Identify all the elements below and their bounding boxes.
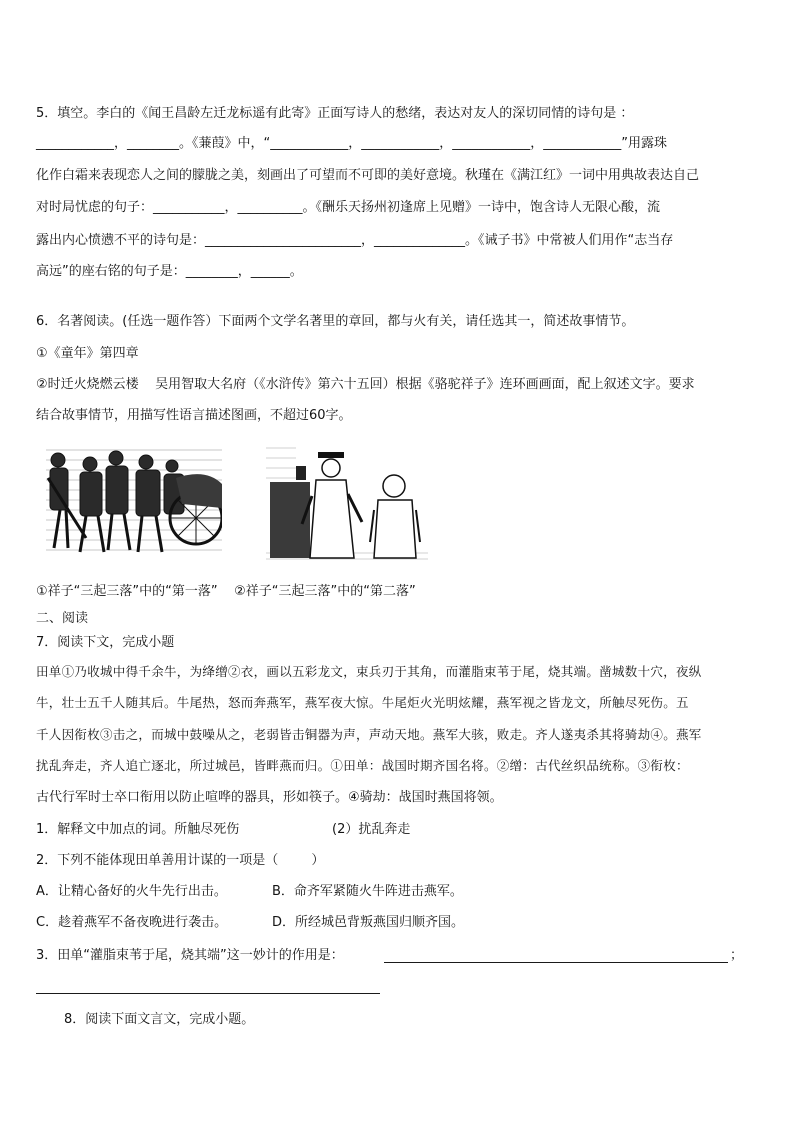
q7-option-a: A．让精心备好的火牛先行出击。 bbox=[36, 884, 227, 899]
q7-sub1-prompt: 1．解释文中加点的词。所触尽死伤 bbox=[36, 822, 240, 837]
q7-sub3-answer-line-2 bbox=[36, 993, 380, 994]
q7-sub1-item2: (2）扰乱奔走 bbox=[332, 822, 411, 837]
illustration-caption: ①祥子“三起三落”中的“第一落” ②祥子“三起三落”中的“第二落” bbox=[36, 584, 416, 599]
two-men-drawing bbox=[266, 438, 428, 564]
q7-sub3-answer-line-1 bbox=[384, 962, 728, 963]
q5-line-1: 5．填空。李白的《闻王昌龄左迁龙标遥有此寄》正面写诗人的愁绪，表达对友人的深切同情的诗句是 ： bbox=[36, 106, 634, 121]
q7-option-b: B．命齐军紧随火牛阵进击燕军。 bbox=[272, 884, 463, 899]
q7-passage-line-3: 千人因衔枚③击之，而城中鼓噪从之，老弱皆击铜器为声，声动天地。燕军大骇，败走。齐人遂夷杀其将骑劫④。燕军 bbox=[36, 727, 702, 742]
q7-title: 7．阅读下文，完成小题 bbox=[36, 635, 175, 650]
q7-sub3-semicolon: ； bbox=[730, 948, 744, 963]
q5-line-3: 化作白霜来表现恋人之间的朦胧之美，刻画出了可望而不可即的美好意境。秋瑾在《满江红》一词中用典故表达自己 bbox=[36, 168, 700, 183]
q7-passage-line-1: 田单①乃收城中得千余牛，为绛缯②衣，画以五彩龙文，束兵刃于其角，而灌脂束苇于尾，烧其端。凿城数十穴，夜纵 bbox=[36, 664, 702, 679]
q7-passage-notes: 古代行军时士卒口衔用以防止喧哗的器具，形如筷子。④骑劫：战国时燕国将领。 bbox=[36, 790, 503, 805]
q7-option-d: D．所经城邑背叛燕国归顺齐国。 bbox=[272, 915, 465, 930]
q5-line-6: 高远”的座右铭的句子是：________，______。 bbox=[36, 264, 303, 279]
q7-passage-line-4: 扰乱奔走，齐人追亡逐北，所过城邑，皆畔燕而归。①田单：战国时期齐国名将。②缯：古代丝织品统称。③衔枚： bbox=[36, 758, 689, 773]
section-heading-reading: 二、阅读 bbox=[36, 611, 89, 626]
q6-line-1: 6．名著阅读。(任选一题作答）下面两个文学名著里的章回，都与火有关，请任选其一，简述故事情节。 bbox=[36, 314, 635, 329]
q5-line-2: ____________，________。《蒹葭》中，“____________，____________，____________，____________”用露珠 bbox=[36, 136, 667, 151]
q6-line-2: ①《童年》第四章 bbox=[36, 346, 139, 361]
q6-line-3: ②时迁火烧燃云楼 吴用智取大名府（《水浒传》第六十五回）根据《骆驼祥子》连环画画面，配上叙述文字。要求 bbox=[36, 377, 695, 392]
q6-line-4: 结合故事情节，用描写性语言描述图画，不超过60字。 bbox=[36, 408, 352, 423]
soldiers-rickshaw-drawing bbox=[46, 438, 222, 564]
illustration-first-fall bbox=[46, 438, 222, 564]
q7-sub3-prompt: 3．田单“灌脂束苇于尾，烧其端”这一妙计的作用是： bbox=[36, 948, 344, 963]
q8-title: 8．阅读下面文言文，完成小题。 bbox=[64, 1012, 255, 1027]
q7-passage-line-2: 牛，壮士五千人随其后。牛尾热，怒而奔燕军，燕军夜大惊。牛尾炬火光明炫耀，燕军视之皆龙文，所触尽死伤。五 bbox=[36, 695, 689, 710]
q7-option-c: C．趁着燕军不备夜晚进行袭击。 bbox=[36, 915, 228, 930]
illustration-second-fall bbox=[266, 438, 428, 564]
q5-line-4: 对时局忧虑的句子：___________，__________。《酬乐天扬州初逢席上见赠》一诗中，饱含诗人无限心酸，流 bbox=[36, 200, 661, 215]
q5-line-5: 露出内心愤懑不平的诗句是：________________________，______________。《诫子书》中常被人们用作“志当存 bbox=[36, 233, 674, 248]
q7-sub2-prompt: 2．下列不能体现田单善用计谋的一项是（ ） bbox=[36, 853, 325, 868]
